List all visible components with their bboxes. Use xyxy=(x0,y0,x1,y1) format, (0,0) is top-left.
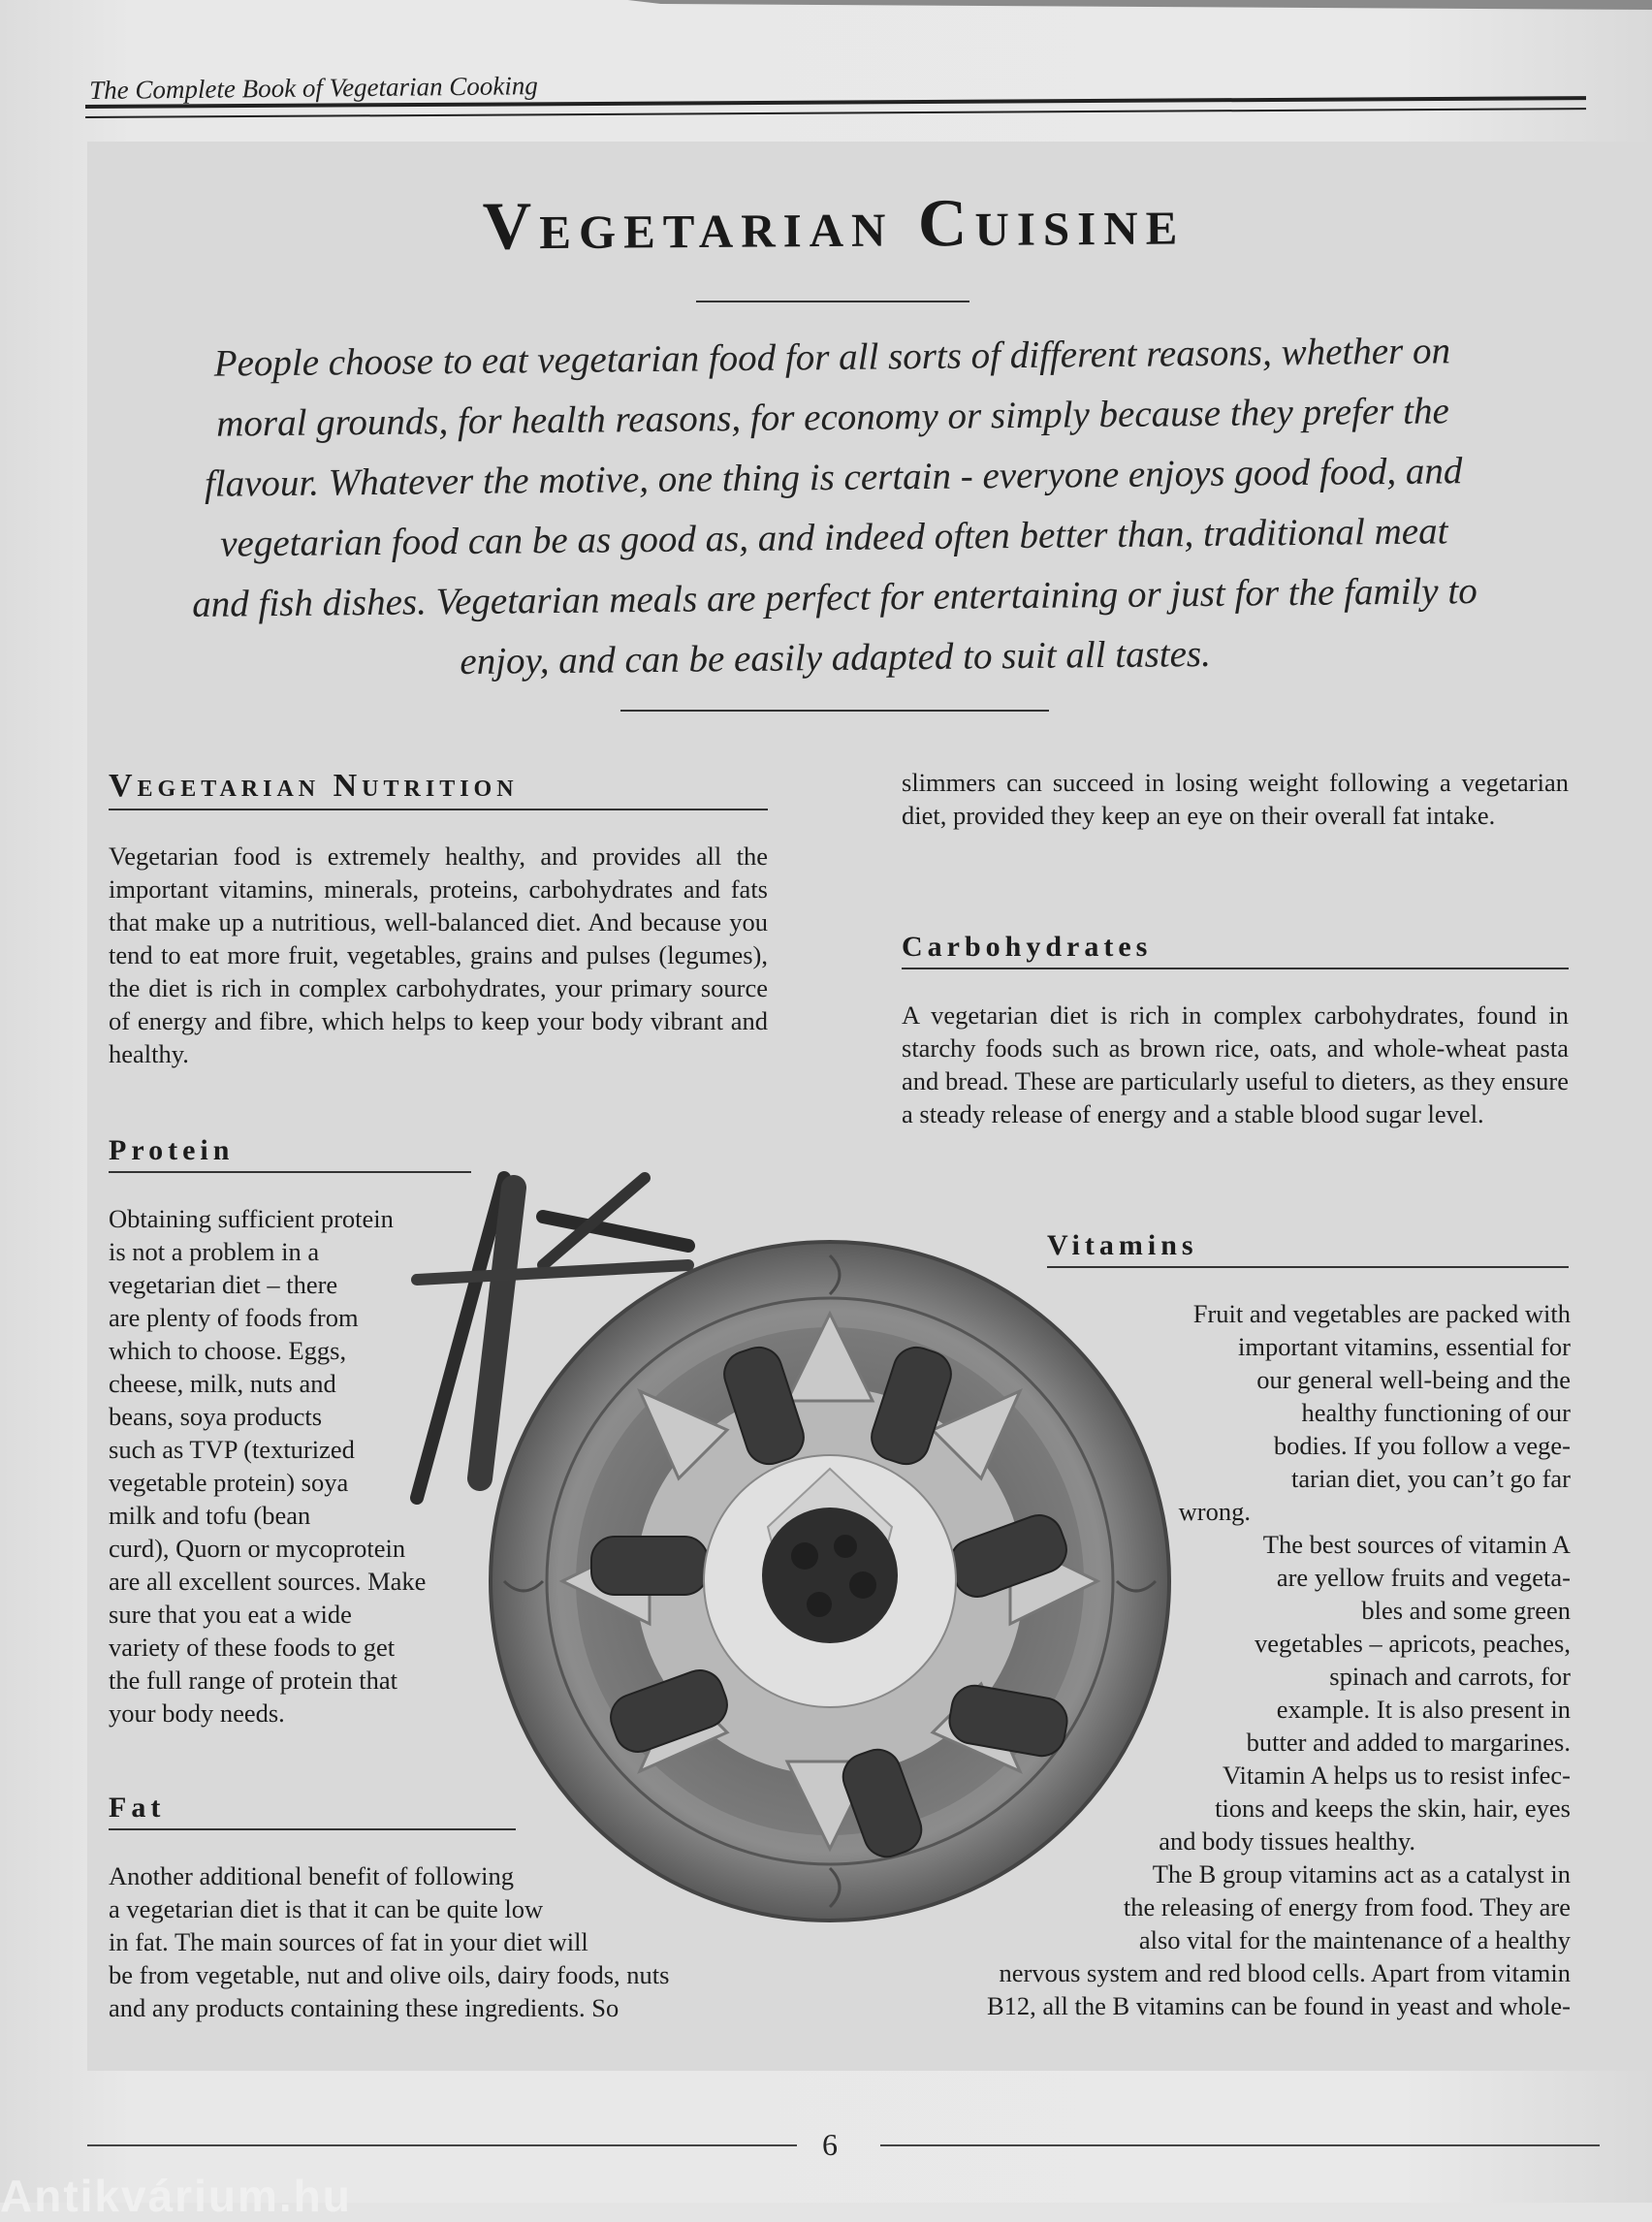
vitamins-line: are yellow fruits and vegeta- xyxy=(1276,1563,1571,1592)
intro-rule xyxy=(620,710,1049,712)
heading-protein: Protein xyxy=(109,1134,471,1173)
vitamins-line: bles and some green xyxy=(1361,1596,1571,1625)
heading-vitamins: Vitamins xyxy=(1047,1229,1569,1268)
vitamins-line: vegetables – apricots, peaches, xyxy=(1255,1629,1571,1658)
protein-line: is not a problem in a xyxy=(109,1237,320,1266)
fat-line: be from vegetable, nut and olive oils, dairy foods, nuts xyxy=(109,1960,670,1989)
page-number: 6 xyxy=(822,2127,838,2162)
watermark: Antikvárium.hu xyxy=(0,2171,352,2221)
intro-line: People choose to eat vegetarian food for all sorts of different reasons, whether on xyxy=(213,330,1451,385)
vitamins-line: nervous system and red blood cells. Apart from vitamin xyxy=(999,1958,1571,1987)
vitamins-line: the releasing of energy from food. They are xyxy=(1123,1892,1571,1921)
intro-line: moral grounds, for health reasons, for economy or simply because they prefer the xyxy=(216,390,1450,445)
protein-line: are all excellent sources. Make xyxy=(109,1567,427,1596)
vitamins-line: Fruit and vegetables are packed with xyxy=(1192,1299,1571,1328)
page-title: Vegetarian Cuisine xyxy=(482,184,1186,265)
heading-vegetarian-nutrition: Vegetarian Nutrition xyxy=(109,768,768,810)
fat-line: a vegetarian diet is that it can be quite low xyxy=(109,1894,544,1923)
intro-line: and fish dishes. Vegetarian meals are perfect for entertaining or just for the family to xyxy=(192,570,1477,625)
vitamins-line: and body tissues healthy. xyxy=(1159,1826,1415,1856)
title-rule xyxy=(696,301,969,302)
protein-line: vegetarian diet – there xyxy=(109,1270,338,1299)
vitamins-line: The B group vitamins act as a catalyst in xyxy=(1152,1859,1571,1889)
vitamins-line: example. It is also present in xyxy=(1276,1695,1571,1724)
vitamins-line: bodies. If you follow a vege- xyxy=(1273,1431,1571,1460)
protein-line: are plenty of foods from xyxy=(109,1303,359,1332)
heading-fat: Fat xyxy=(109,1792,516,1830)
nutrition-body: Vegetarian food is extremely healthy, and provides all the important vitamins, minerals, proteins, carbohydrates and fats that make up a nutritious, well-balanced diet. And because you tend to eat more fruit, vegetables, grains and pulses (legumes), the diet is rich in complex carbohydrates, your primary source of energy and fibre, which helps to keep your body vibrant and healthy. xyxy=(109,841,768,1068)
protein-line: which to choose. Eggs, xyxy=(109,1336,347,1365)
intro-paragraph xyxy=(143,321,1524,696)
vitamins-line: also vital for the maintenance of a healthy xyxy=(1138,1925,1571,1954)
protein-line: the full range of protein that xyxy=(109,1666,398,1695)
running-head: The Complete Book of Vegetarian Cooking xyxy=(89,71,538,105)
fat-line: in fat. The main sources of fat in your diet will xyxy=(109,1927,588,1956)
protein-line: such as TVP (texturized xyxy=(109,1435,355,1464)
protein-line: vegetable protein) soya xyxy=(109,1468,349,1497)
vitamins-line: B12, all the B vitamins can be found in yeast and whole- xyxy=(986,1991,1571,2020)
vitamins-line: our general well-being and the xyxy=(1256,1365,1571,1394)
vitamins-line: tions and keeps the skin, hair, eyes xyxy=(1215,1793,1571,1823)
footer-rule-right xyxy=(880,2144,1600,2146)
vitamins-line: spinach and carrots, for xyxy=(1329,1662,1571,1691)
intro-line: vegetarian food can be as good as, and indeed often better than, traditional meat xyxy=(220,510,1448,565)
vitamins-line: The best sources of vitamin A xyxy=(1262,1530,1571,1559)
heading-carbohydrates: Carbohydrates xyxy=(902,931,1569,969)
intro-line: enjoy, and can be easily adapted to suit all tastes. xyxy=(460,632,1212,683)
vegetable-dish-image xyxy=(485,1236,1175,1926)
protein-line: sure that you eat a wide xyxy=(109,1600,352,1629)
protein-line: curd), Quorn or mycoprotein xyxy=(109,1534,406,1563)
vitamins-line: tarian diet, you can’t go far xyxy=(1291,1464,1571,1493)
vitamins-line: wrong. xyxy=(1178,1497,1251,1526)
vitamins-line: important vitamins, essential for xyxy=(1238,1332,1571,1361)
fat-line: Another additional benefit of following xyxy=(109,1861,515,1890)
protein-line: Obtaining sufficient protein xyxy=(109,1204,394,1233)
protein-line: beans, soya products xyxy=(109,1402,323,1431)
vitamins-line: Vitamin A helps us to resist infec- xyxy=(1222,1761,1571,1790)
carbohydrates-body: A vegetarian diet is rich in complex carbohydrates, found in starchy foods such as brown rice, oats, and whole-wheat pasta and bread. These are particularly useful to dieters, as they ensure a steady release of energy and a stable blood sugar level. xyxy=(902,1000,1569,1128)
protein-line: variety of these foods to get xyxy=(109,1633,396,1662)
vitamins-line: butter and added to margarines. xyxy=(1246,1728,1571,1757)
protein-line: milk and tofu (bean xyxy=(109,1501,311,1530)
protein-line: your body needs. xyxy=(109,1698,285,1728)
fat-line: and any products containing these ingredients. So xyxy=(109,1993,620,2022)
protein-line: cheese, milk, nuts and xyxy=(109,1369,336,1398)
vitamins-line: healthy functioning of our xyxy=(1301,1398,1571,1427)
fat-continued-body: slimmers can succeed in losing weight following a vegetarian diet, provided they keep an eye on their overall fat intake. xyxy=(902,768,1569,830)
intro-line: flavour. Whatever the motive, one thing is certain - everyone enjoys good food, and xyxy=(204,450,1463,505)
footer-rule-left xyxy=(87,2144,797,2146)
